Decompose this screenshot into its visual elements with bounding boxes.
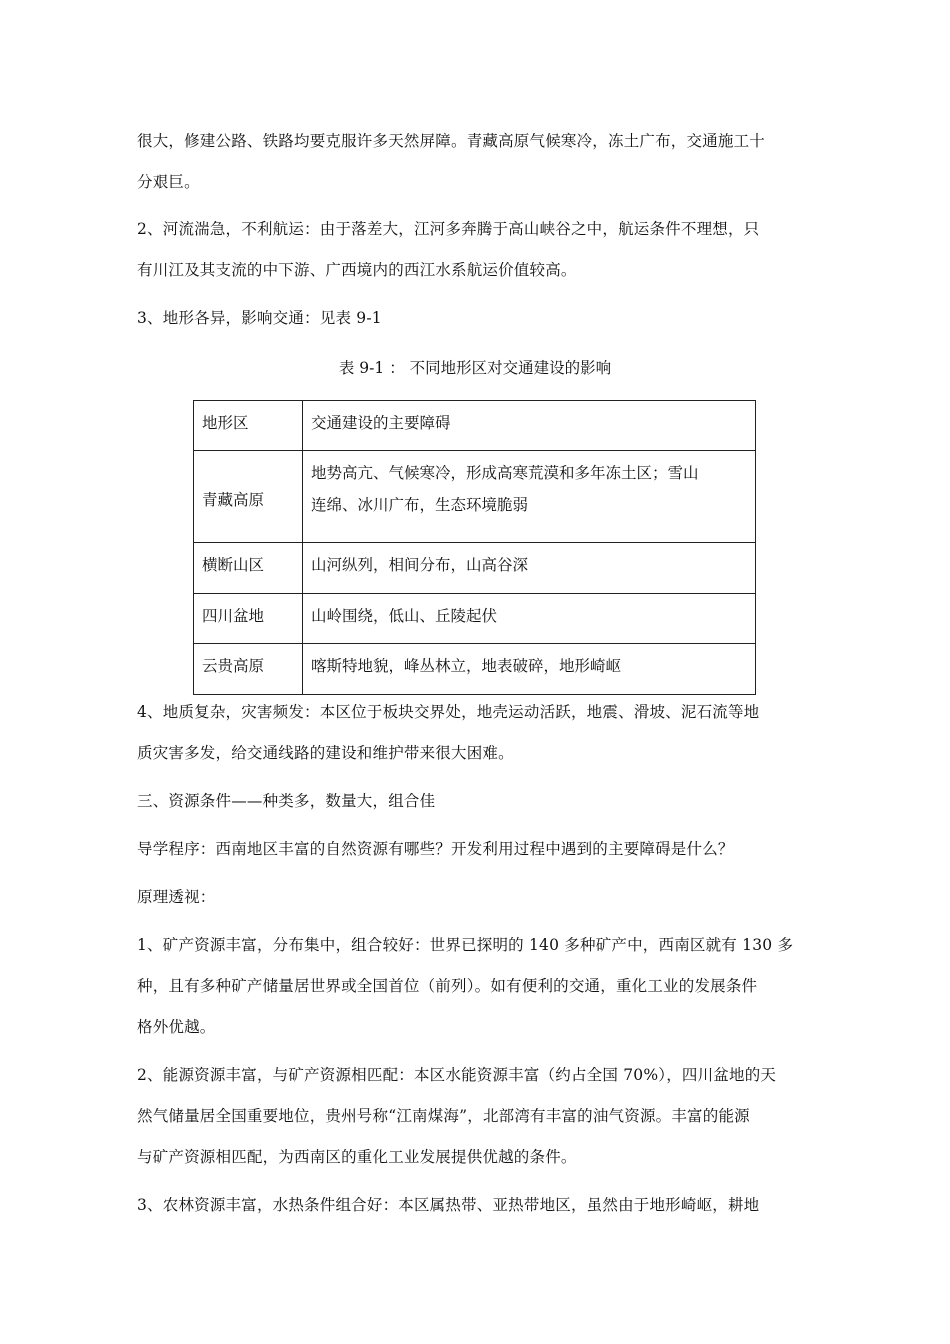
table-cell-region: 青藏高原 — [194, 451, 303, 543]
paragraph-line: 3、农林资源丰富，水热条件组合好：本区属热带、亚热带地区，虽然由于地形崎岖，耕地 — [137, 1196, 760, 1214]
paragraph-line: 种，且有多种矿产储量居世界或全国首位（前列）。如有便利的交通，重化工业的发展条件 — [137, 977, 758, 995]
paragraph-line: 格外优越。 — [137, 1018, 216, 1036]
table-cell-obstacle: 喀斯特地貌，峰丛林立，地表破碎，地形崎岖 — [303, 644, 756, 695]
obstacle-line: 连绵、冰川广布，生态环境脆弱 — [311, 496, 529, 514]
table-header-row — [194, 401, 756, 451]
table-cell-region: 云贵高原 — [194, 644, 303, 695]
table-row — [194, 644, 756, 695]
paragraph-line: 2、能源资源丰富，与矿产资源相匹配：本区水能资源丰富（约占全国 70%），四川盆地的天 — [137, 1066, 777, 1084]
terrain-table — [193, 400, 756, 695]
paragraph-line: 与矿产资源相匹配，为西南区的重化工业发展提供优越的条件。 — [137, 1148, 577, 1166]
table-cell-obstacle — [303, 451, 756, 543]
table-cell-region: 横断山区 — [194, 543, 303, 594]
table-row — [194, 594, 756, 644]
table-row — [194, 451, 756, 543]
obstacle-line: 地势高亢、气候寒冷，形成高寒荒漠和多年冻土区；雪山 — [311, 464, 699, 482]
paragraph-line: 质灾害多发，给交通线路的建设和维护带来很大困难。 — [137, 744, 514, 762]
table-cell-obstacle: 山河纵列，相间分布，山高谷深 — [303, 543, 756, 594]
table-header-cell: 交通建设的主要障碍 — [303, 401, 756, 451]
table-row — [194, 543, 756, 594]
section-heading: 三、资源条件——种类多，数量大，组合佳 — [137, 792, 436, 810]
paragraph-line: 2、河流湍急，不利航运：由于落差大，江河多奔腾于高山峡谷之中，航运条件不理想，只 — [137, 220, 760, 238]
paragraph-line: 1、矿产资源丰富，分布集中，组合较好：世界已探明的 140 多种矿产中，西南区就有 130 多 — [137, 936, 794, 954]
paragraph-line: 分艰巨。 — [137, 173, 200, 191]
table-caption: 表 9-1 ： 不同地形区对交通建设的影响 — [338, 359, 612, 377]
paragraph-line: 导学程序：西南地区丰富的自然资源有哪些？开发利用过程中遇到的主要障碍是什么？ — [137, 840, 734, 858]
paragraph-line: 4、地质复杂，灾害频发：本区位于板块交界处，地壳运动活跃，地震、滑坡、泥石流等地 — [137, 703, 760, 721]
paragraph-line: 有川江及其支流的中下游、广西境内的西江水系航运价值较高。 — [137, 261, 577, 279]
table-cell-region: 四川盆地 — [194, 594, 303, 644]
table-cell-obstacle: 山岭围绕，低山、丘陵起伏 — [303, 594, 756, 644]
paragraph-line: 3、地形各异，影响交通：见表 9-1 — [137, 309, 382, 327]
paragraph-line: 很大，修建公路、铁路均要克服许多天然屏障。青藏高原气候寒冷，冻土广布，交通施工十 — [137, 132, 766, 150]
paragraph-line: 然气储量居全国重要地位，贵州号称“江南煤海”，北部湾有丰富的油气资源。丰富的能源 — [137, 1107, 750, 1125]
table-header-cell: 地形区 — [194, 401, 303, 451]
paragraph-line: 原理透视： — [137, 888, 216, 906]
